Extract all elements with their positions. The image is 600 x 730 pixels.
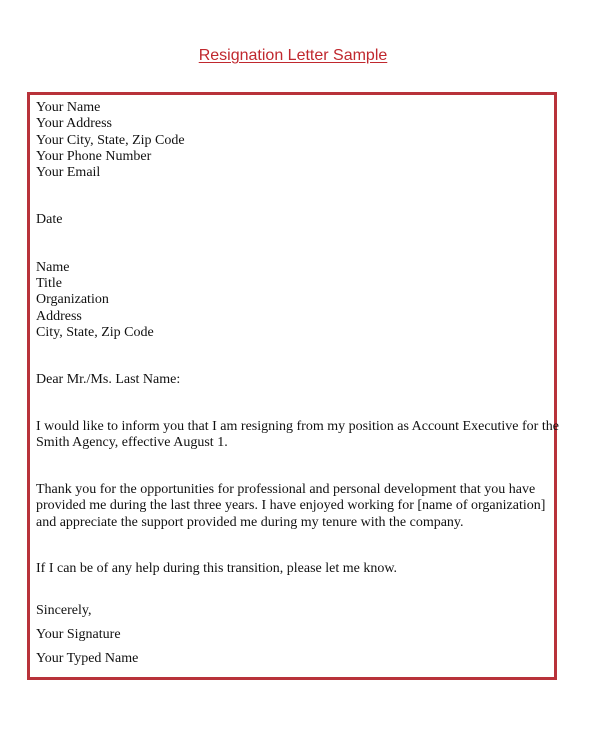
sender-email: Your Email bbox=[36, 165, 101, 181]
recipient-organization: Organization bbox=[36, 292, 109, 308]
letter-frame bbox=[27, 92, 557, 680]
sender-phone: Your Phone Number bbox=[36, 148, 152, 164]
typed-name-placeholder: Your Typed Name bbox=[36, 651, 139, 667]
paragraph-line: and appreciate the support provided me during my tenure with the company. bbox=[36, 514, 464, 530]
closing-block bbox=[36, 599, 550, 671]
recipient-title: Title bbox=[36, 276, 62, 292]
sender-block bbox=[36, 100, 550, 181]
sender-city-state-zip: Your City, State, Zip Code bbox=[36, 132, 185, 148]
sign-off: Sincerely, bbox=[36, 603, 92, 619]
paragraph-line: provided me during the last three years. I have enjoyed working for [name of organization] bbox=[36, 498, 546, 514]
paragraph-resignation bbox=[36, 418, 559, 452]
recipient-city-state-zip: City, State, Zip Code bbox=[36, 324, 154, 340]
paragraph-line: I would like to inform you that I am resigning from my position as Account Executive for the bbox=[36, 418, 559, 434]
recipient-block bbox=[36, 260, 550, 341]
paragraph-thanks bbox=[36, 482, 550, 531]
paragraph-line: If I can be of any help during this transition, please let me know. bbox=[36, 561, 398, 577]
page-title: Resignation Letter Sample bbox=[198, 47, 388, 64]
salutation: Dear Mr./Ms. Last Name: bbox=[36, 372, 181, 388]
paragraph-line: Smith Agency, effective August 1. bbox=[36, 434, 228, 450]
sender-name: Your Name bbox=[36, 100, 101, 115]
letter-body bbox=[36, 100, 559, 671]
letter-date: Date bbox=[36, 212, 63, 228]
signature-placeholder: Your Signature bbox=[36, 627, 121, 643]
recipient-address: Address bbox=[36, 308, 82, 324]
paragraph-line: Thank you for the opportunities for professional and personal development that you have bbox=[36, 482, 536, 498]
recipient-name: Name bbox=[36, 259, 70, 275]
sender-address: Your Address bbox=[36, 116, 112, 132]
paragraph-help bbox=[36, 561, 550, 577]
